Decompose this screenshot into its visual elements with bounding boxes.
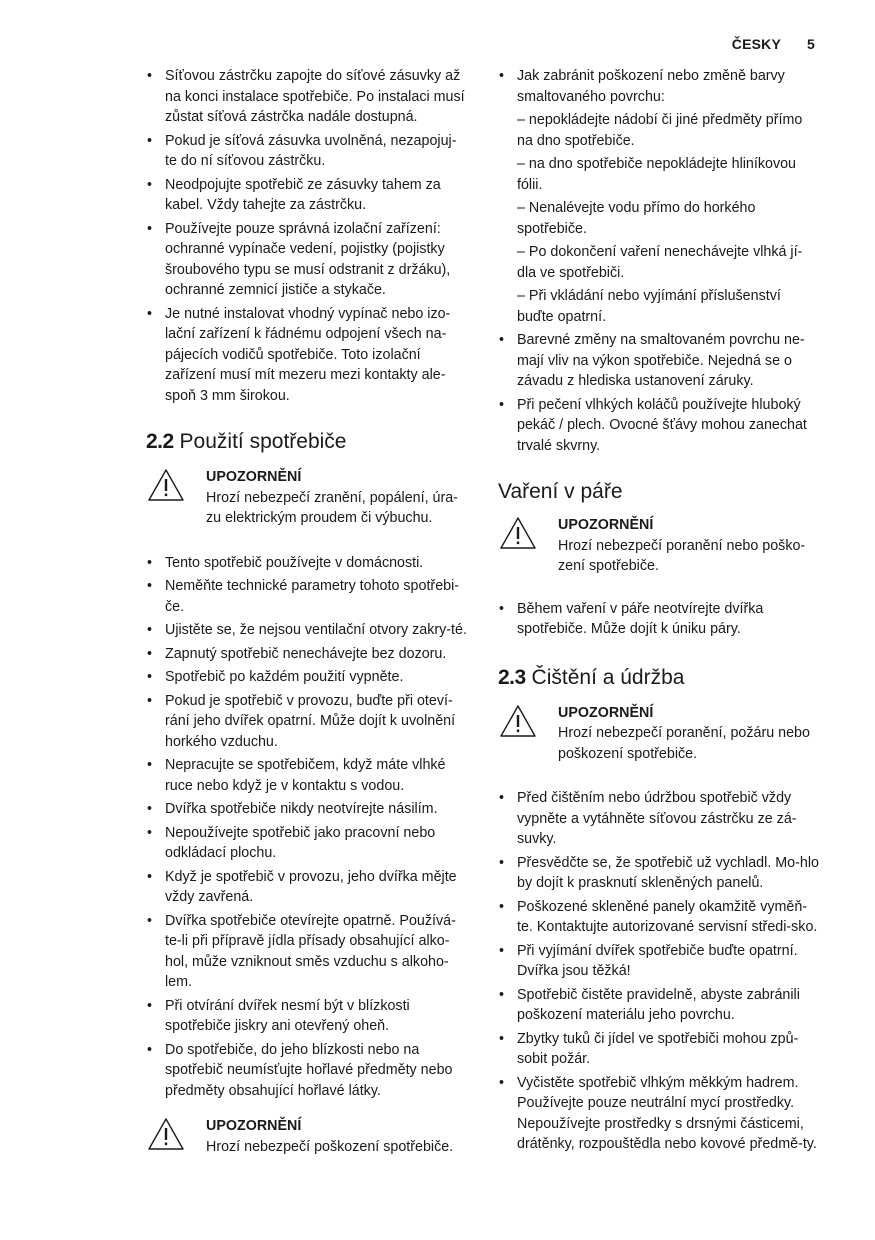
list-item: • Zapnutý spotřebič nenechávejte bez dozoru. (146, 644, 468, 665)
right-column (498, 66, 820, 1158)
usage-bullets (146, 553, 468, 1102)
warning-text-block (206, 1116, 453, 1157)
list-item: • Vyčistěte spotřebič vlhkým měkkým hadrem. Používejte pouze neutrální mycí prostředky. Nepoužívejte prostředky s drsnými částicemi, drátěnky, rozpouštědla nebo kovové předmě-ty. (498, 1073, 820, 1155)
list-item: • Ujistěte se, že nejsou ventilační otvory zakry-té. (146, 620, 468, 641)
section-number: 2.3 (498, 665, 526, 689)
warning-heading: UPOZORNĚNÍ (206, 469, 302, 485)
section-number: 2.2 (146, 430, 174, 453)
list-item: • Před čištěním nebo údržbou spotřebič vždy vypněte a vytáhněte síťovou zástrčku ze zá-suvky. (498, 788, 820, 850)
list-item: • Při otvírání dvířek nesmí být v blízkosti spotřebiče jiskry ani otevřený oheň. (146, 996, 468, 1037)
list-item: • Spotřebič po každém použití vypněte. (146, 667, 468, 688)
warning-text: Hrozí nebezpečí zranění, popálení, úra-zu elektrickým proudem či výbuchu. (206, 489, 458, 526)
steam-bullets (498, 599, 820, 640)
list-item: • Spotřebič čistěte pravidelně, abyste zabránili poškození materiálu jeho povrchu. (498, 985, 820, 1026)
warning-icon (498, 703, 538, 739)
section-heading: Použití spotřebiče (179, 430, 347, 453)
list-item: • Neměňte technické parametry tohoto spotřebi-če. (146, 576, 468, 617)
section-title-2-3 (498, 665, 820, 691)
list-item: • Síťovou zástrčku zapojte do síťové zásuvky až na konci instalace spotřebiče. Po instalaci musí zůstat síťová zástrčka nadále dostupná. (146, 66, 468, 128)
page-header (732, 36, 815, 52)
enamel-intro-list (498, 66, 820, 107)
section-heading: Čištění a údržba (531, 665, 685, 689)
list-item: • Když je spotřebič v provozu, jeho dvířka mějte vždy zavřená. (146, 867, 468, 908)
warning-text-block (558, 703, 820, 765)
warning-text: Hrozí nebezpečí poranění, požáru nebo poškození spotřebiče. (558, 725, 810, 762)
warning-box (146, 467, 468, 529)
list-item: • Poškozené skleněné panely okamžitě vyměň-te. Kontaktujte autorizované servisní středi-sko. (498, 897, 820, 938)
warning-text: Hrozí nebezpečí poškození spotřebiče. (206, 1138, 454, 1155)
warning-icon (498, 515, 538, 551)
enamel-item: – Při vkládání nebo vyjímání příslušenství buďte opatrní. (517, 288, 781, 325)
left-column (146, 66, 468, 1157)
installation-bullets (146, 66, 468, 406)
list-item: • Dvířka spotřebiče otevírejte opatrně. Používá-te-li při přípravě jídla přísady obsahující alko-hol, může vzniknout směs vzduchu s alkoho-lem. (146, 911, 468, 993)
warning-icon (146, 1116, 186, 1152)
warning-heading: UPOZORNĚNÍ (558, 517, 654, 533)
list-item: • Při vyjímání dvířek spotřebiče buďte opatrní. Dvířka jsou těžká! (498, 941, 820, 982)
list-item: • Barevné změny na smaltovaném povrchu ne-mají vliv na výkon spotřebiče. Nejedná se o závadu z hlediska ustanovení záruky. (498, 330, 820, 392)
enamel-item: – Po dokončení vaření nenechávejte vlhká jí-dla ve spotřebiči. (517, 244, 803, 281)
warning-text-block (558, 515, 820, 577)
list-item: • Je nutné instalovat vhodný vypínač nebo izo-lační zařízení k řádnému odpojení všech na-pájecích vodičů spotřebiče. Toto izolační zařízení musí mít mezeru mezi kontakty ale-spoň 3 mm širokou. (146, 304, 468, 407)
list-item: • Tento spotřebič používejte v domácnosti. (146, 553, 468, 574)
warning-box (146, 1116, 468, 1157)
enamel-item: – na dno spotřebiče nepokládejte hliníkovou fólii. (517, 156, 796, 193)
list-item: • Nepracujte se spotřebičem, když máte vlhké ruce nebo když je v kontaktu s vodou. (146, 755, 468, 796)
list-item: • Nepoužívejte spotřebič jako pracovní nebo odkládací plochu. (146, 823, 468, 864)
list-item: • Do spotřebiče, do jeho blízkosti nebo na spotřebič neumísťujte hořlavé předměty nebo předměty obsahující hořlavé látky. (146, 1040, 468, 1102)
list-item: • Zbytky tuků či jídel ve spotřebiči mohou způ-sobit požár. (498, 1029, 820, 1070)
enamel-item: – Nenalévejte vodu přímo do horkého spotřebiče. (517, 200, 756, 237)
list-item: • Pokud je spotřebič v provozu, buďte při oteví-rání jeho dvířek opatrní. Může dojít k uvolnění horkého vzduchu. (146, 691, 468, 753)
list-item: • Při pečení vlhkých koláčů používejte hluboký pekáč / plech. Ovocné šťávy mohou zanechat trvalé skvrny. (498, 395, 820, 457)
enamel-bullets (498, 330, 820, 456)
section-title-2-2 (146, 429, 468, 455)
warning-icon (146, 467, 186, 503)
warning-box (498, 515, 820, 577)
list-item: • Neodpojujte spotřebič ze zásuvky tahem za kabel. Vždy tahejte za zástrčku. (146, 175, 468, 216)
warning-box (498, 703, 820, 765)
list-item: • Jak zabránit poškození nebo změně barvy smaltovaného povrchu: (498, 66, 820, 107)
list-item: • Dvířka spotřebiče nikdy neotvírejte násilím. (146, 799, 468, 820)
page-number: 5 (807, 36, 815, 52)
list-item: • Během vaření v páře neotvírejte dvířka spotřebiče. Může dojít k úniku páry. (498, 599, 820, 640)
cleaning-bullets (498, 788, 820, 1155)
steam-cooking-title: Vaření v páře (498, 480, 623, 503)
list-item: • Přesvědčte se, že spotřebič už vychladl. Mo-hlo by dojít k prasknutí skleněných panelů. (498, 853, 820, 894)
list-item: • Pokud je síťová zásuvka uvolněná, nezapojuj-te do ní síťovou zástrčku. (146, 131, 468, 172)
language-label: ČESKY (731, 36, 781, 52)
warning-heading: UPOZORNĚNÍ (206, 1118, 302, 1134)
list-item: • Používejte pouze správná izolační zařízení: ochranné vypínače vedení, pojistky (pojistky šroubového typu se musí odstranit z držáku), ochranné zemnicí jističe a stykače. (146, 219, 468, 301)
warning-text-block (206, 467, 468, 529)
enamel-item: – nepokládejte nádobí či jiné předměty přímo na dno spotřebiče. (517, 112, 803, 149)
warning-heading: UPOZORNĚNÍ (558, 704, 654, 721)
warning-text: Hrozí nebezpečí poranění nebo poško-zení spotřebiče. (558, 537, 806, 574)
